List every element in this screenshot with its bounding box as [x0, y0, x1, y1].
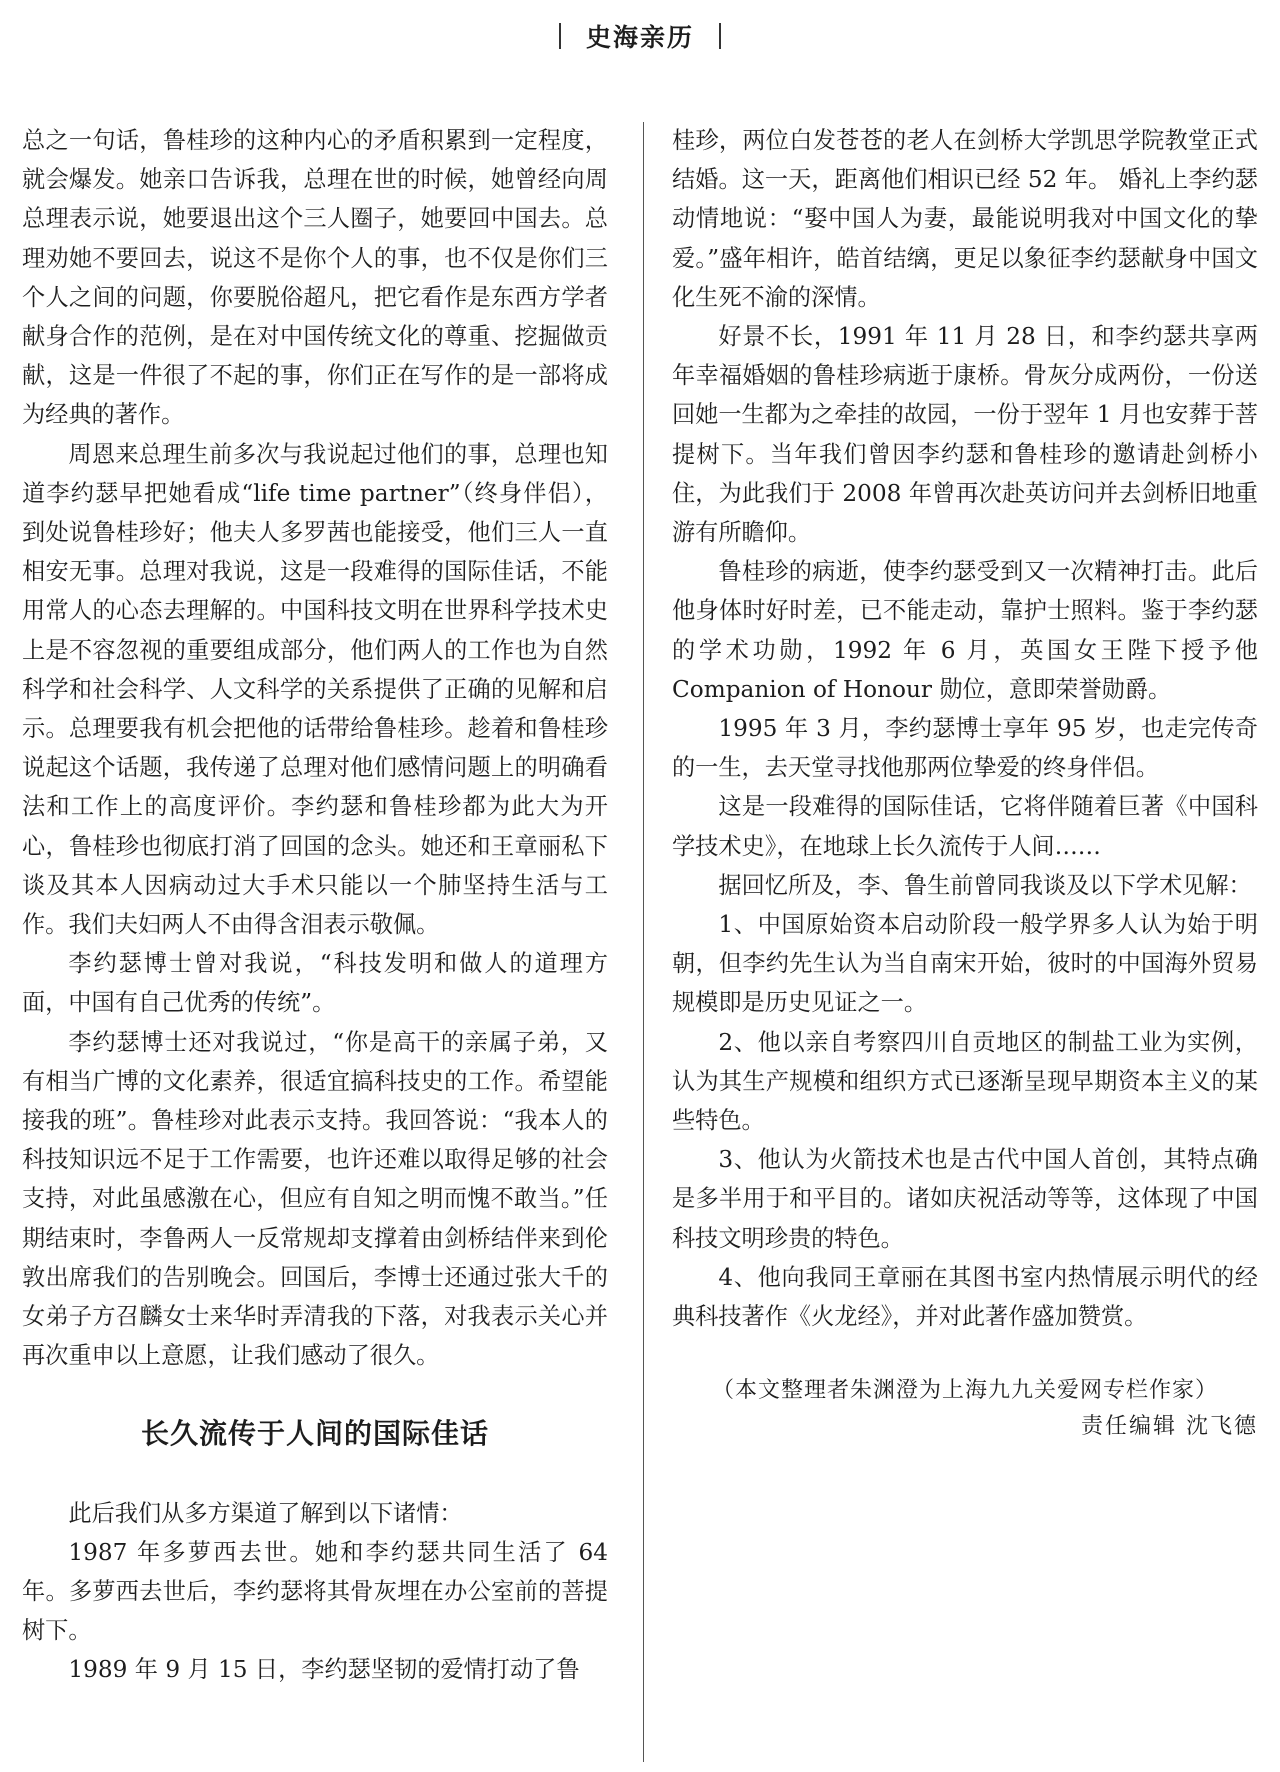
paragraph: 李约瑟博士还对我说过，“你是高干的亲属子弟，又有相当广博的文化素养，很适宜搞科技史的工作。希望能接我的班”。鲁桂珍对此表示支持。我回答说：“我本人的科技知识远不足于工作需要，也许还难以取得足够的社会支持，对此虽感激在心，但应有自知之明而愧不敢当。”任期结束时，李鲁两人一反常规却支撑着由剑桥结伴来到伦敦出席我们的告别晚会。回国后，李博士还通过张大千的女弟子方召麟女士来华时弄清我的下落，对我表示关心并再次重申以上意愿，让我们感动了很久。 — [22, 1028, 608, 1370]
paragraph-continuation: 桂珍，两位白发苍苍的老人在剑桥大学凯思学院教堂正式结婚。这一天，距离他们相识已经 52 年。 婚礼上李约瑟动情地说：“娶中国人为妻，最能说明我对中国文化的挚爱。”盛年相许，皓首结缡，更足以象征李约瑟献身中国文化生死不渝的深情。 — [672, 127, 1258, 311]
paragraph: 鲁桂珍的病逝，使李约瑟受到又一次精神打击。此后他身体时好时差，已不能走动，靠护士照料。鉴于李约瑟的学术功勋，1992 年 6 月，英国女王陛下授予他 Companion of Honour 勋位，意即荣誉勋爵。 — [672, 558, 1258, 703]
editor-credit: 责任编辑 沈飞德 — [1081, 1414, 1258, 1440]
paragraph: 李约瑟博士曾对我说，“科技发明和做人的道理方面，中国有自己优秀的传统”。 — [22, 950, 608, 1017]
paragraph: 此后我们从多方渠道了解到以下诸情： — [68, 1499, 463, 1527]
list-item: 2、他以亲自考察四川自贡地区的制盐工业为实例，认为其生产规模和组织方式已逐渐呈现早期资本主义的某些特色。 — [672, 1028, 1258, 1135]
paragraph: 这是一段难得的国际佳话，它将伴随着巨著《中国科学技术史》，在地球上长久流传于人间…… — [672, 793, 1258, 860]
header-right-bar — [719, 23, 721, 49]
paragraph: 总之一句话，鲁桂珍的这种内心的矛盾积累到一定程度，就会爆发。她亲口告诉我，总理在世的时候，她曾经向周总理表示说，她要退出这个三人圈子，她要回中国去。总理劝她不要回去，说这不是你个人的事，也不仅是你们三个人之间的问题，你要脱俗超凡，把它看作是东西方学者献身合作的范例，是在对中国传统文化的尊重、挖掘做贡献，这是一件很了不起的事，你们正在写作的是一部将成为经典的著作。 — [22, 127, 608, 429]
running-header — [0, 18, 1280, 54]
paragraph: 周恩来总理生前多次与我说起过他们的事，总理也知道李约瑟早把她看成“life time partner”（终身伴侣），到处说鲁桂珍好；他夫人多罗茜也能接受，他们三人一直相安无事。总理对我说，这是一段难得的国际佳话，不能用常人的心态去理解的。中国科技文明在世界科学技术史上是不容忽视的重要组成部分，他们两人的工作也为自然科学和社会科学、人文科学的关系提供了正确的见解和启示。总理要我有机会把他的话带给鲁桂珍。趁着和鲁桂珍说起这个话题，我传递了总理对他们感情问题上的明确看法和工作上的高度评价。李约瑟和鲁桂珍都为此大为开心，鲁桂珍也彻底打消了回国的念头。她还和王章丽私下谈及其本人因病动过大手术只能以一个肺坚持生活与工作。我们夫妇两人不由得含泪表示敬佩。 — [22, 440, 608, 939]
list-item: 1、中国原始资本启动阶段一般学界多人认为始于明朝，但李约先生认为当自南宋开始，彼时的中国海外贸易规模即是历史见证之一。 — [672, 911, 1258, 1017]
credits-block — [672, 1373, 1258, 1445]
author-note: （本文整理者朱渊澄为上海九九关爱网专栏作家） — [711, 1378, 1218, 1404]
section-heading: 长久流传于人间的国际佳话 — [140, 1416, 489, 1450]
paragraph: 好景不长，1991 年 11 月 28 日，和李约瑟共享两年幸福婚姻的鲁桂珍病逝于康桥。骨灰分成两份，一份送回她一生都为之牵挂的故园，一份于翌年 1 月也安葬于菩提树下。当年我们曾因李约瑟和鲁桂珍的邀请赴剑桥小住，为此我们于 2008 年曾再次赴英访问并去剑桥旧地重游有所瞻仰。 — [672, 323, 1258, 547]
list-item: 3、他认为火箭技术也是古代中国人首创，其特点确是多半用于和平目的。诸如庆祝活动等等，这体现了中国科技文明珍贵的特色。 — [672, 1146, 1258, 1252]
header-left-bar — [559, 23, 561, 49]
column-divider — [643, 122, 644, 1762]
right-column — [672, 121, 1258, 1445]
paragraph: 据回忆所及，李、鲁生前曾同我谈及以下学术见解： — [718, 871, 1252, 899]
left-column — [22, 121, 608, 1690]
paragraph: 1989 年 9 月 15 日，李约瑟坚韧的爱情打动了鲁 — [68, 1656, 580, 1684]
header-title: 史海亲历 — [585, 23, 694, 52]
list-item: 4、他向我同王章丽在其图书室内热情展示明代的经典科技著作《火龙经》，并对此著作盛加赞赏。 — [672, 1263, 1258, 1331]
paragraph: 1995 年 3 月，李约瑟博士享年 95 岁，也走完传奇的一生，去天堂寻找他那两位挚爱的终身伴侣。 — [672, 715, 1258, 782]
paragraph: 1987 年多萝西去世。她和李约瑟共同生活了 64 年。多萝西去世后，李约瑟将其骨灰埋在办公室前的菩提树下。 — [22, 1538, 608, 1645]
